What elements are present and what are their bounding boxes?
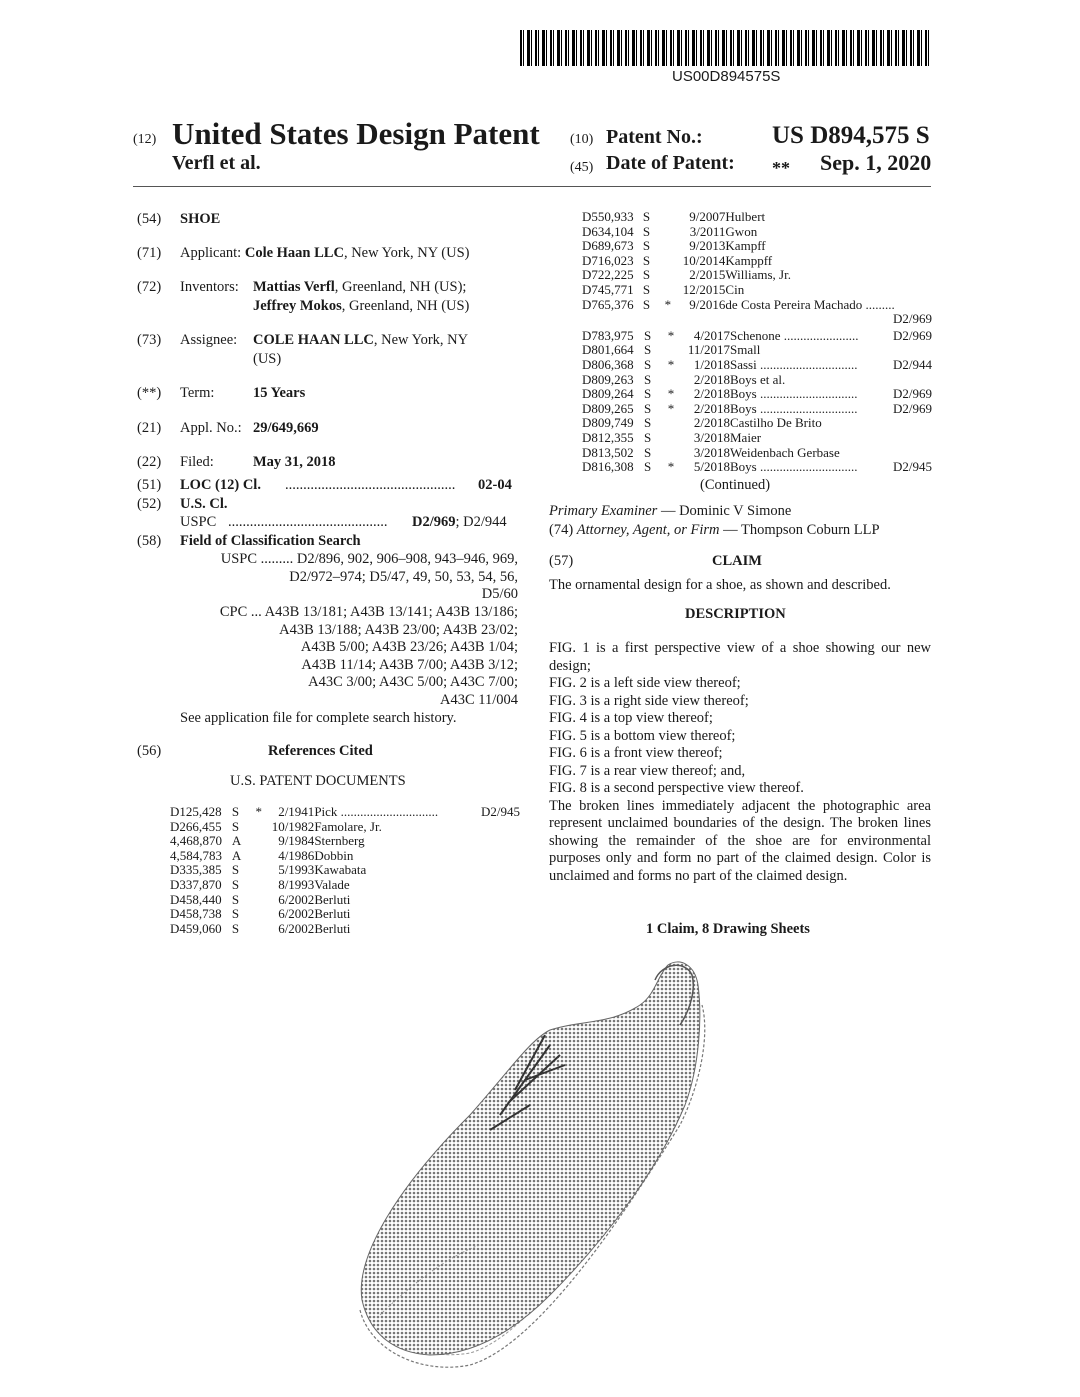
ref-number: D783,975 [582, 328, 634, 343]
left-references [170, 805, 520, 936]
ref-number: D809,265 [582, 401, 634, 416]
reference-row [582, 329, 932, 344]
reference-row [170, 849, 520, 864]
ref-kind: S [231, 863, 240, 878]
attorney-code: (74) [549, 522, 574, 538]
field-cpc-line: A43C 3/00; A43C 5/00; A43C 7/00; [308, 674, 518, 690]
ref-date: 6/2002 [278, 921, 315, 936]
ref-kind: S [642, 253, 651, 268]
ref-date: 2/2018 [693, 416, 730, 431]
ref-kind: A [231, 848, 242, 863]
ref-number: D337,870 [170, 877, 222, 892]
examiner-label: Primary Examiner [549, 503, 658, 519]
ref-class [895, 239, 932, 254]
assignee-label: Assignee: [180, 332, 238, 348]
patent-title: SHOE [180, 211, 221, 227]
assignee-code: (73) [137, 332, 162, 348]
ref-star: * [667, 387, 675, 402]
ref-star: * [667, 328, 675, 343]
filed-value: May 31, 2018 [253, 454, 336, 470]
reference-row [582, 210, 932, 225]
ref-kind: S [642, 210, 651, 224]
ref-star [246, 834, 272, 849]
uspc-label: USPC [180, 514, 217, 530]
ref-kind: S [644, 372, 652, 387]
description-label: DESCRIPTION [685, 606, 786, 622]
reference-row [170, 834, 520, 849]
uscl-label: U.S. Cl. [180, 496, 228, 512]
ref-class [474, 834, 520, 849]
description-line: FIG. 6 is a front view thereof; [549, 745, 723, 761]
ref-star [246, 849, 272, 864]
title-code: (54) [137, 211, 162, 227]
ref-name: Dobbin [314, 848, 354, 863]
ref-class [895, 210, 932, 225]
ref-name: Schenone ....................... [730, 328, 859, 343]
field-uspc-line: D5/60 [481, 586, 518, 602]
ref-star [246, 893, 272, 908]
ref-kind: S [231, 921, 240, 936]
left-references-table [170, 805, 520, 936]
ref-date: 6/2002 [278, 907, 315, 922]
ref-date: 3/2011 [689, 224, 726, 239]
ref-class [474, 907, 520, 922]
ref-name: Small [730, 343, 761, 358]
ref-kind: S [231, 805, 240, 819]
uspc-main: D2/969 [412, 514, 456, 530]
ref-star [246, 878, 272, 893]
loc-dots: ............................................... [285, 477, 456, 493]
applicant [180, 245, 469, 262]
ref-number: D806,368 [582, 357, 634, 372]
ref-name: Hulbert [725, 210, 766, 224]
ref-name: Boys .............................. [730, 401, 858, 416]
primary-examiner [549, 503, 791, 520]
reference-row [170, 907, 520, 922]
uspc-values [412, 514, 507, 531]
assignee-name: COLE HAAN LLC [253, 332, 374, 348]
ref-class [890, 446, 932, 461]
field-uspc-line: D2/972–974; D5/47, 49, 50, 53, 54, 56, [289, 568, 518, 585]
ref-class [890, 373, 932, 388]
ref-class [474, 922, 520, 937]
reference-row [582, 358, 932, 373]
ref-star [658, 343, 684, 358]
applicant-code: (71) [137, 245, 162, 261]
ref-date: 2/2018 [693, 401, 730, 416]
inventor-2 [253, 298, 469, 315]
description-line: FIG. 4 is a top view thereof; [549, 710, 713, 726]
term-value: 15 Years [253, 385, 306, 401]
ref-name: Berluti [314, 921, 351, 936]
reference-row [170, 805, 520, 820]
inventors-short: Verfl et al. [172, 152, 261, 174]
field-cpc [178, 604, 518, 709]
examiner-name: — Dominic V Simone [657, 503, 792, 519]
ref-number: D813,502 [582, 445, 634, 460]
ref-date: 10/2014 [682, 253, 726, 268]
ref-date: 2/2015 [689, 268, 726, 283]
refs-code: (56) [137, 743, 162, 759]
inventors-label: Inventors: [180, 279, 239, 295]
barcode [520, 30, 932, 66]
ref-date: 5/2018 [693, 460, 730, 475]
ref-name: Kampff [725, 239, 766, 254]
ref-class [474, 849, 520, 864]
ref-class [890, 416, 932, 431]
ref-star: * [667, 460, 675, 475]
ref-star [656, 283, 680, 298]
field-label: Field of Classification Search [180, 533, 361, 549]
ref-date: 1/2018 [693, 357, 730, 372]
ref-number: D689,673 [582, 239, 634, 254]
ref-kind: S [642, 239, 651, 254]
ref-class: D2/969 [893, 401, 932, 416]
term-label: Term: [180, 385, 215, 401]
ref-kind: S [644, 328, 652, 343]
ref-number: D458,738 [170, 907, 222, 922]
ref-class: D2/945 [481, 805, 520, 819]
ref-name: Kawabata [314, 863, 367, 878]
reference-row [582, 225, 932, 240]
uspc-dots: ............................................ [228, 514, 388, 530]
header-rule [133, 186, 931, 187]
assignee-location-2: (US) [253, 351, 282, 367]
ref-date: 6/2002 [278, 892, 315, 907]
ref-kind: S [231, 892, 240, 907]
reference-row [582, 416, 932, 431]
ref-name: Boys .............................. [730, 387, 858, 402]
ref-star: * [664, 297, 672, 312]
reference-row [170, 878, 520, 893]
ref-kind: S [644, 387, 652, 402]
ref-date: 5/1993 [278, 863, 315, 878]
ref-class: D2/969 [893, 387, 932, 402]
ref-star [656, 225, 680, 240]
ref-class [890, 343, 932, 358]
ref-number: D765,376 [582, 297, 634, 312]
ref-star: * [667, 401, 675, 416]
field-cpc-line: A43C 11/004 [439, 691, 518, 708]
inventor-1-name: Mattias Verfl [253, 279, 335, 295]
ref-class [474, 893, 520, 908]
ref-star [246, 820, 272, 835]
field-cpc-line: A43B 11/14; A43B 7/00; A43B 3/12; [301, 656, 518, 673]
ref-class [474, 863, 520, 878]
description-line: FIG. 3 is a right side view thereof; [549, 692, 749, 709]
ref-date: 9/2016 [689, 297, 726, 312]
ref-kind: S [642, 224, 651, 239]
reference-row [582, 402, 932, 417]
attorney-name: — Thompson Coburn LLP [719, 522, 880, 538]
field-cpc-line: CPC ... A43B 13/181; A43B 13/141; A43B 13/186; [219, 604, 518, 620]
applicant-location: , New York, NY (US) [343, 245, 470, 261]
description-body [549, 640, 931, 885]
reference-row [170, 820, 520, 835]
patent-date: Sep. 1, 2020 [820, 150, 932, 175]
us-docs-label: U.S. PATENT DOCUMENTS [230, 773, 406, 789]
field-cpc-line: A43B 5/00; A43B 23/26; A43B 1/04; [300, 639, 518, 655]
ref-date: 4/2017 [693, 328, 730, 343]
refs-label: References Cited [268, 743, 373, 759]
field-uspc-line: USPC ......... D2/896, 902, 906–908, 943–946, 969, [220, 551, 518, 567]
appl-value: 29/649,669 [253, 420, 319, 436]
ref-star [656, 210, 680, 225]
patent-no-label: Patent No.: [606, 126, 703, 148]
ref-date: 3/2018 [693, 430, 730, 445]
reference-row [582, 387, 932, 402]
attorney-label: Attorney, Agent, or Firm [576, 522, 720, 538]
claim-code: (57) [549, 553, 574, 569]
description-line: FIG. 1 is a first perspective view of a shoe showing our new design; [549, 640, 931, 674]
claim-text: The ornamental design for a shoe, as shown and described. [549, 577, 891, 593]
ref-number: D266,455 [170, 819, 222, 834]
ref-name: Valade [314, 877, 350, 892]
field-note: See application file for complete search history. [180, 710, 457, 726]
ref-kind: S [642, 297, 651, 312]
ref-number: D458,440 [170, 892, 222, 907]
ref-star [246, 922, 272, 937]
ref-number: D716,023 [582, 253, 634, 268]
ref-number: D745,771 [582, 282, 634, 297]
ref-star [658, 446, 684, 461]
ref-date: 3/2018 [693, 445, 730, 460]
ref-kind: S [644, 430, 652, 445]
ref-star [246, 907, 272, 922]
ref-date: 4/1986 [278, 848, 315, 863]
applicant-label: Applicant: [180, 245, 242, 261]
date-label: Date of Patent: [606, 152, 735, 174]
description-paragraph: The broken lines immediately adjacent the photographic area represent unclaimed boundaries of the design. The broken lines showing the remainder of the shoe are for environmental purposes only and form no part of the claimed design. Color is unclaimed and forms no part of the claimed design. [549, 797, 931, 884]
reference-row [582, 298, 932, 313]
reference-row [170, 863, 520, 878]
ref-name: Berluti [314, 907, 351, 922]
ref-kind: A [231, 834, 242, 849]
description-line: FIG. 5 is a bottom view thereof; [549, 727, 736, 744]
ref-date: 10/1982 [271, 819, 315, 834]
code-10: (10) [570, 132, 594, 147]
ref-kind: S [231, 877, 240, 892]
code-12: (12) [133, 132, 157, 147]
ref-class [474, 820, 520, 835]
ref-number: D809,263 [582, 372, 634, 387]
ref-class [895, 283, 932, 298]
ref-name: Pick .............................. [314, 805, 439, 819]
ref-name: Cin [725, 282, 745, 297]
ref-star: * [255, 805, 263, 819]
right-references-table [582, 210, 932, 312]
field-code: (58) [137, 533, 162, 549]
ref-class: D2/944 [893, 357, 932, 372]
reference-row [582, 254, 932, 269]
ref-name: Sternberg [314, 834, 365, 849]
reference-row [582, 373, 932, 388]
shoe-upper [361, 962, 700, 1355]
ref-kind: S [642, 268, 651, 283]
ref-name: Weidenbach Gerbase [730, 445, 840, 460]
document-type: United States Design Patent [172, 116, 540, 151]
ref-class [895, 298, 932, 313]
uscl-code: (52) [137, 496, 162, 512]
filed-label: Filed: [180, 454, 214, 470]
ref-number: D812,355 [582, 430, 634, 445]
barcode-number: US00D894575S [672, 68, 781, 85]
appl-code: (21) [137, 420, 162, 436]
ref-date: 9/1984 [278, 834, 315, 849]
ref-kind: S [644, 401, 652, 416]
loc-code: (51) [137, 477, 162, 493]
ref-name: Castilho De Brito [730, 416, 822, 431]
claim-label: CLAIM [712, 553, 762, 569]
ref-number: D634,104 [582, 224, 634, 239]
ref-kind: S [644, 460, 652, 475]
attorney [549, 522, 880, 539]
ref-name: Gwon [725, 224, 758, 239]
ref-class: D2/945 [893, 460, 932, 475]
ref-number: D459,060 [170, 921, 222, 936]
right-references-table-2 [582, 329, 932, 475]
ref-star [246, 863, 272, 878]
ref-number: D125,428 [170, 805, 222, 819]
ref-date: 2/2018 [693, 387, 730, 402]
ref-number: 4,468,870 [170, 834, 222, 849]
ref-kind: S [644, 416, 652, 431]
ref-name: Sassi .............................. [730, 357, 858, 372]
ref-date: 2/1941 [278, 805, 315, 819]
ref-name: Berluti [314, 892, 351, 907]
ref-star [656, 268, 680, 283]
ref-date: 11/2017 [687, 343, 730, 358]
date-marker: ** [772, 158, 790, 178]
inventor-1-location: , Greenland, NH (US); [334, 279, 467, 295]
reference-row [170, 922, 520, 937]
ref-class: D2/969 [893, 328, 932, 343]
loc-value: 02-04 [478, 477, 512, 493]
continued-note: (Continued) [700, 477, 771, 493]
ref-name: Kamppff [725, 253, 773, 268]
ref-kind: S [644, 357, 652, 372]
ref-number: D809,749 [582, 416, 634, 431]
reference-row [582, 239, 932, 254]
applicant-name: Cole Haan LLC [244, 245, 344, 261]
ref-number: 4,584,783 [170, 848, 222, 863]
patent-number: US D894,575 S [772, 122, 930, 149]
right-references [582, 210, 932, 475]
description-line: FIG. 7 is a rear view thereof; and, [549, 762, 746, 779]
ref-class [890, 431, 932, 446]
inventor-1 [253, 279, 466, 296]
filed-code: (22) [137, 454, 162, 470]
reference-row [582, 283, 932, 298]
ref-star [656, 254, 680, 269]
ref-date: 9/2007 [689, 210, 726, 224]
ref-star [658, 431, 684, 446]
ref-wrap-class: D2/969 [893, 311, 932, 327]
ref-number: D335,385 [170, 863, 222, 878]
shoe-drawing-icon [340, 955, 760, 1375]
reference-row [582, 446, 932, 461]
assignee [253, 332, 468, 349]
inventors-code: (72) [137, 279, 162, 295]
ref-star [658, 373, 684, 388]
claims-summary: 1 Claim, 8 Drawing Sheets [646, 921, 810, 937]
ref-name: Maier [730, 430, 762, 445]
ref-class [895, 254, 932, 269]
ref-star [656, 239, 680, 254]
ref-star [658, 416, 684, 431]
inventor-2-location: , Greenland, NH (US) [341, 298, 470, 314]
ref-class [895, 225, 932, 240]
ref-kind: S [642, 282, 651, 297]
ref-number: D722,225 [582, 268, 634, 283]
ref-name: Boys .............................. [730, 460, 858, 475]
ref-date: 2/2018 [693, 372, 730, 387]
reference-row [582, 460, 932, 475]
assignee-location: , New York, NY [373, 332, 469, 348]
term-code: (**) [137, 385, 162, 401]
ref-star: * [667, 357, 675, 372]
reference-row [582, 431, 932, 446]
description-line: FIG. 2 is a left side view thereof; [549, 675, 741, 691]
reference-row [170, 893, 520, 908]
loc-label: LOC (12) Cl. [180, 477, 261, 493]
ref-kind: S [231, 819, 240, 834]
appl-label: Appl. No.: [180, 420, 242, 436]
ref-date: 12/2015 [682, 282, 726, 297]
description-line: FIG. 8 is a second perspective view thereof. [549, 780, 804, 796]
field-uspc [178, 551, 518, 604]
ref-number: D809,264 [582, 387, 634, 402]
ref-kind: S [644, 343, 652, 358]
ref-number: D801,664 [582, 343, 634, 358]
ref-class [895, 268, 932, 283]
field-cpc-line: A43B 13/188; A43B 23/00; A43B 23/02; [279, 621, 518, 638]
inventor-2-name: Jeffrey Mokos [253, 298, 342, 314]
ref-kind: S [231, 907, 240, 922]
ref-name: Boys et al. [730, 372, 786, 387]
ref-number: D550,933 [582, 210, 634, 224]
ref-name: Williams, Jr. [725, 268, 791, 283]
ref-date: 9/2013 [689, 239, 726, 254]
ref-class [474, 878, 520, 893]
ref-name: Famolare, Jr. [314, 819, 382, 834]
ref-date: 8/1993 [278, 877, 315, 892]
reference-row [582, 268, 932, 283]
ref-name: de Costa Pereira Machado ......... [725, 297, 895, 312]
uspc-extra: ; D2/944 [455, 514, 507, 530]
reference-row [582, 343, 932, 358]
ref-kind: S [644, 445, 652, 460]
ref-number: D816,308 [582, 460, 634, 475]
code-45: (45) [570, 160, 594, 175]
